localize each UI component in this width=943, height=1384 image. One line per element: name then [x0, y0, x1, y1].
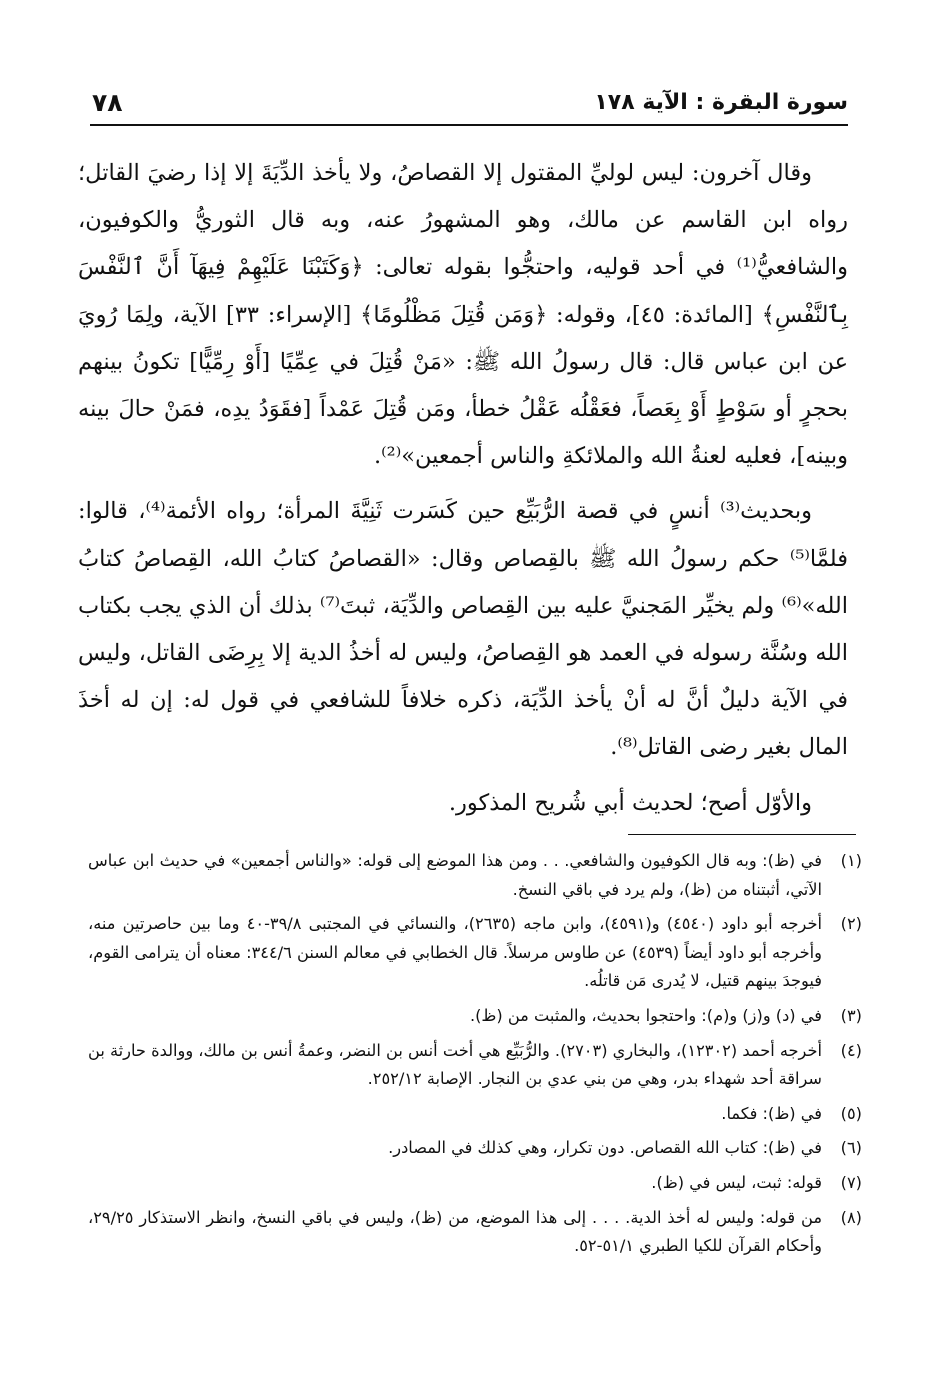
footnotes — [88, 847, 862, 1261]
footnote-number: (٨) — [840, 1207, 862, 1227]
running-header-title: سورة البقرة : الآية ١٧٨ — [594, 90, 848, 115]
footnote — [88, 847, 862, 904]
header-rule — [90, 124, 848, 126]
footnote-separator — [628, 834, 856, 835]
paragraph: وقال آخرون: ليس لوليِّ المقتول إلا القصاصُ، ولا يأخذ الدِّيَةَ إلا إذا رضيَ القاتل؛ رواه ابن القاسم عن مالك، وهو المشهورُ عنه، وبه قال الثوريُّ والكوفيون، والشافعيُّ⁽¹⁾ في أحد قوليه، واحتجُّوا بقوله تعالى: ﴿وَكَتَبْنَا عَلَيْهِمْ فِيهَآ أَنَّ ٱلنَّفْسَ بِٱلنَّفْسِ﴾ [المائدة: ٤٥]، وقوله: ﴿وَمَن قُتِلَ مَظْلُومًا﴾ [الإسراء: ٣٣] الآية، ولِمَا رُويَ عن ابن عباس قال: قال رسولُ الله ﷺ: «مَنْ قُتِلَ في عِمِّيًا [أَوْ رِمِّيًّا] تكونُ بينهم بحجرٍ أو سَوْطٍ أَوْ بِعَصاً، فعَقْلُه عَقْلُ خطأ، ومَن قُتِلَ عَمْداً [فقَوَدُ يدِه، فمَنْ حالَ بينه وبينه]، فعليه لعنةُ الله والملائكةِ والناس أجمعين»⁽²⁾. — [78, 160, 848, 470]
footnote-text: في (ظ): كتاب الله القصاص. دون تكرار، وهي كذلك في المصادر. — [388, 1138, 822, 1158]
page-number: ٧٨ — [92, 88, 123, 117]
footnote — [88, 1002, 862, 1031]
footnote-number: (٥) — [840, 1103, 862, 1123]
footnote — [88, 1134, 862, 1163]
footnote-number: (٣) — [840, 1005, 862, 1025]
footnote — [88, 910, 862, 996]
footnote-text: في (ظ): وبه قال الكوفيون والشافعي. . . ومن هذا الموضع إلى قوله: «والناس أجمعين» في حديث ابن عباس الآتي، أثبتناه من (ظ)، ولم يرد في باقي النسخ. — [88, 851, 822, 899]
footnote-number: (٤) — [840, 1040, 862, 1060]
footnote-text: أخرجه أحمد (١٢٣٠٢)، والبخاري (٢٧٠٣). والرُّبَيِّع هي أخت أنس بن النضر، وعمةُ أنس بن مالك، ووالدة حارثة بن سراقة أحد شهداء بدر، وهي من بني عدي بن النجار. الإصابة ٢٥٢/١٢. — [88, 1040, 822, 1089]
footnote-number: (٦) — [840, 1138, 862, 1158]
footnote-text: قوله: ثبت، ليس في (ظ). — [651, 1172, 822, 1192]
paragraph: والأوّل أصح؛ لحديث أبي شُريح المذكور. — [448, 789, 812, 816]
footnote-text: أخرجه أبو داود (٤٥٤٠) و(٤٥٩١)، وابن ماجه (٢٦٣٥)، والنسائي في المجتبى ٣٩/٨-٤٠ وما بين حاصرتين منه، وأخرجه أبو داود أيضاً (٤٥٣٩) عن طاوس مرسلاً. قال الخطابي في معالم السنن ٣٤٤/٦: معناه أن يترامى القوم، فيوجدَ بينهم قتيل، لا يُدرى مَن قاتلُه. — [88, 914, 822, 991]
footnote-text: في (ظ): فكما. — [721, 1103, 822, 1123]
footnote-number: (١) — [840, 851, 862, 870]
footnote-text: من قوله: وليس له أخذ الدية. . . . إلى هذا الموضع، من (ظ)، وليس في باقي النسخ، وانظر الاستذكار ٢٩/٢٥، وأحكام القرآن للكيا الطبري ٥١/١-٥٢. — [88, 1207, 822, 1256]
footnote-number: (٧) — [840, 1172, 862, 1192]
paragraph: وبحديث⁽³⁾ أنسٍ في قصة الرُّبَيِّع حين كَسَرت ثَنِيَّةَ المرأة؛ رواه الأئمة⁽⁴⁾، قالوا: فلمَّا⁽⁵⁾ حكم رسولُ الله ﷺ بالقِصاص وقال: «القصاصُ كتابُ الله، القِصاصُ كتابُ الله»⁽⁶⁾ ولم يخيِّر المَجنيَّ عليه بين القِصاص والدِّيَة، ثبتَ⁽⁷⁾ بذلك أن الذي يجب بكتاب الله وسُنَّة رسوله في العمد هو القِصاصُ، وليس له أخذُ الدية إلا بِرِضَى القاتل، وليس في الآية دليلٌ أنَّ له أنْ يأخذ الدِّيَة، ذكره خلافاً للشافعي في قول له: إن له أخذَ المال بغير رضى القاتل⁽⁸⁾. — [78, 498, 849, 761]
footnote-number: (٢) — [840, 914, 862, 934]
footnote — [88, 1037, 862, 1094]
footnote — [88, 1100, 862, 1129]
main-text — [78, 150, 848, 827]
footnote — [88, 1169, 862, 1198]
footnote-text: في (د) و(ز) و(م): واحتجوا بحديث، والمثبت من (ظ). — [469, 1005, 822, 1025]
footnote — [88, 1204, 862, 1261]
